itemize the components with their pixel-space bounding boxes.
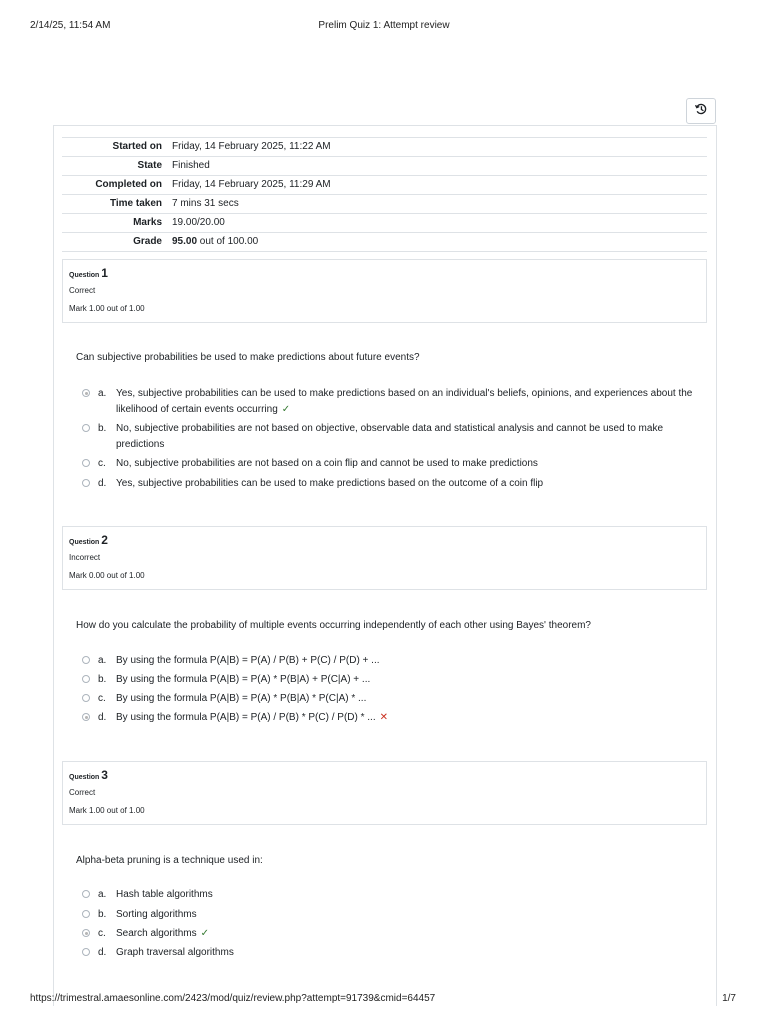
summary-label: State <box>62 157 172 176</box>
history-button[interactable] <box>686 98 716 124</box>
question-number: Question 1 <box>69 266 108 280</box>
attempt-summary-table <box>62 137 707 252</box>
question-mark: Mark 0.00 out of 1.00 <box>69 571 145 580</box>
print-header <box>0 20 768 34</box>
radio-button[interactable] <box>82 929 90 937</box>
answer-text: Search algorithms ✓ <box>116 928 209 939</box>
radio-button[interactable] <box>82 890 90 898</box>
answer-text: By using the formula P(A|B) = P(A) / P(B) + P(C) / P(D) + ... <box>116 655 380 666</box>
radio-button[interactable] <box>82 910 90 918</box>
answer-letter: a. <box>98 889 107 900</box>
answer-letter: d. <box>98 947 107 958</box>
answer-letter: b. <box>98 909 107 920</box>
answer-option[interactable] <box>82 672 702 688</box>
question-info-3 <box>62 761 707 825</box>
summary-label: Marks <box>62 214 172 233</box>
answer-text: By using the formula P(A|B) = P(A) * P(B|A) * P(C|A) * ... <box>116 693 367 704</box>
summary-row <box>62 214 707 233</box>
answer-letter: d. <box>98 478 107 489</box>
print-url: https://trimestral.amaesonline.com/2423/mod/quiz/review.php?attempt=91739&cmid=64457 <box>30 993 436 1004</box>
answer-letter: b. <box>98 423 107 434</box>
answer-option[interactable] <box>82 476 702 492</box>
answer-option[interactable] <box>82 887 702 903</box>
answer-text: Sorting algorithms <box>116 909 197 920</box>
question-text-1: Can subjective probabilities be used to make predictions about future events? <box>76 352 420 363</box>
history-icon <box>694 102 708 121</box>
summary-row <box>62 233 707 252</box>
answer-option[interactable] <box>82 421 702 453</box>
answer-option[interactable] <box>82 945 702 961</box>
summary-value: Finished <box>172 157 707 176</box>
answer-letter: c. <box>98 458 106 469</box>
print-footer <box>0 993 768 1007</box>
radio-button[interactable] <box>82 424 90 432</box>
answer-text: No, subjective probabilities are not based on objective, observable data and statistical analysis and cannot be used to make predictions <box>116 423 664 450</box>
question-info-2 <box>62 526 707 590</box>
answer-text: By using the formula P(A|B) = P(A) / P(B) * P(C) / P(D) * ... ✕ <box>116 712 388 723</box>
question-state: Correct <box>69 286 96 295</box>
answer-text: No, subjective probabilities are not based on a coin flip and cannot be used to make predictions <box>116 458 538 469</box>
summary-row <box>62 157 707 176</box>
summary-value: 19.00/20.00 <box>172 214 707 233</box>
radio-button[interactable] <box>82 675 90 683</box>
radio-button[interactable] <box>82 656 90 664</box>
radio-button[interactable] <box>82 948 90 956</box>
answer-text: Yes, subjective probabilities can be used to make predictions based on the outcome of a coin flip <box>116 478 544 489</box>
summary-label: Time taken <box>62 195 172 214</box>
summary-row <box>62 138 707 157</box>
answer-text: By using the formula P(A|B) = P(A) * P(B|A) + P(C|A) + ... <box>116 674 371 685</box>
answer-option[interactable] <box>82 710 702 726</box>
answer-option[interactable] <box>82 907 702 923</box>
radio-button[interactable] <box>82 459 90 467</box>
summary-row <box>62 176 707 195</box>
answer-option[interactable] <box>82 456 702 472</box>
summary-value <box>172 233 707 252</box>
radio-button[interactable] <box>82 389 90 397</box>
summary-label: Completed on <box>62 176 172 195</box>
answer-option[interactable] <box>82 926 702 942</box>
answer-letter: a. <box>98 655 107 666</box>
question-mark: Mark 1.00 out of 1.00 <box>69 806 145 815</box>
grade-out-of: out of 100.00 <box>197 236 259 247</box>
answer-text: Yes, subjective probabilities can be used to make predictions based on an individual's beliefs, opinions, and experiences about the likelihood of certain events occurring ✓ <box>116 388 693 415</box>
page-number: 1/7 <box>722 993 736 1004</box>
question-number: Question 3 <box>69 768 108 782</box>
answer-letter: d. <box>98 712 107 723</box>
answer-letter: a. <box>98 388 107 399</box>
summary-value: 7 mins 31 secs <box>172 195 707 214</box>
summary-row <box>62 195 707 214</box>
answer-option[interactable] <box>82 386 702 418</box>
question-text-2: How do you calculate the probability of multiple events occurring independently of each other using Bayes' theorem? <box>76 620 591 631</box>
question-state: Correct <box>69 788 96 797</box>
question-state: Incorrect <box>69 553 101 562</box>
answer-option[interactable] <box>82 691 702 707</box>
grade-value: 95.00 <box>172 236 198 247</box>
print-date: 2/14/25, 11:54 AM <box>30 20 111 31</box>
correct-check-icon: ✓ <box>200 928 209 939</box>
summary-label: Grade <box>62 233 172 252</box>
incorrect-cross-icon: ✕ <box>379 712 388 723</box>
radio-button[interactable] <box>82 694 90 702</box>
answer-text: Graph traversal algorithms <box>116 947 234 958</box>
answer-text: Hash table algorithms <box>116 889 213 900</box>
answer-letter: c. <box>98 928 106 939</box>
correct-check-icon: ✓ <box>281 404 291 415</box>
answer-letter: c. <box>98 693 106 704</box>
summary-value: Friday, 14 February 2025, 11:29 AM <box>172 176 707 195</box>
radio-button[interactable] <box>82 479 90 487</box>
print-title: Prelim Quiz 1: Attempt review <box>318 20 450 31</box>
radio-button[interactable] <box>82 713 90 721</box>
answer-option[interactable] <box>82 653 702 669</box>
question-text-3: Alpha-beta pruning is a technique used in: <box>76 855 263 866</box>
question-mark: Mark 1.00 out of 1.00 <box>69 304 145 313</box>
question-info-1 <box>62 259 707 323</box>
question-number: Question 2 <box>69 533 108 547</box>
summary-value: Friday, 14 February 2025, 11:22 AM <box>172 138 707 157</box>
answer-letter: b. <box>98 674 107 685</box>
summary-label: Started on <box>62 138 172 157</box>
